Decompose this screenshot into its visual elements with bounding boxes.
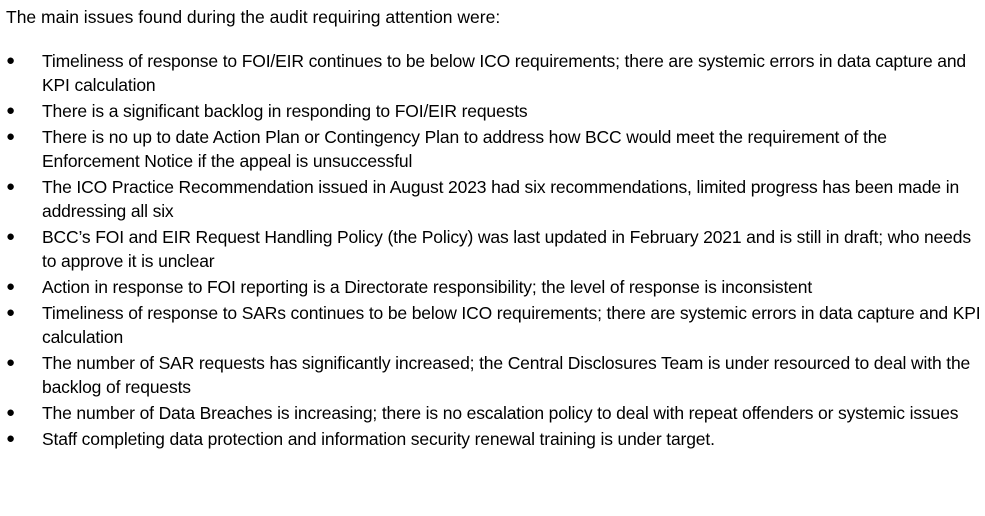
list-item: [6, 49, 985, 97]
intro-paragraph: The main issues found during the audit requiring attention were:: [6, 7, 501, 27]
issue-text: The number of Data Breaches is increasing; there is no escalation policy to deal with repeat offenders or systemic issues: [42, 403, 959, 423]
bullet-icon: ●: [6, 404, 15, 421]
bullet-icon: ●: [6, 430, 15, 447]
list-item: [6, 99, 985, 123]
list-item: [6, 125, 985, 173]
issue-text: Action in response to FOI reporting is a Directorate responsibility; the level of response is inconsistent: [42, 277, 813, 297]
list-item: [6, 401, 985, 425]
issue-text: There is a significant backlog in responding to FOI/EIR requests: [42, 101, 528, 121]
bullet-icon: ●: [6, 278, 15, 295]
bullet-icon: ●: [6, 102, 15, 119]
list-item: [6, 225, 985, 273]
issue-text: Staff completing data protection and information security renewal training is under target.: [42, 429, 715, 449]
list-item: [6, 301, 985, 349]
issues-list: [6, 49, 985, 451]
bullet-icon: ●: [6, 354, 15, 371]
issue-text: There is no up to date Action Plan or Contingency Plan to address how BCC would meet the requirement of the Enforcement Notice if the appeal is unsuccessful: [42, 127, 887, 171]
issue-text: BCC’s FOI and EIR Request Handling Policy (the Policy) was last updated in February 2021 and is still in draft; who needs to approve it is unclear: [42, 227, 971, 271]
list-item: [6, 351, 985, 399]
issue-text: Timeliness of response to SARs continues to be below ICO requirements; there are systemic errors in data capture and KPI calculation: [42, 303, 981, 347]
list-item: [6, 175, 985, 223]
list-item: [6, 275, 985, 299]
bullet-icon: ●: [6, 228, 15, 245]
list-item: [6, 427, 985, 451]
bullet-icon: ●: [6, 178, 15, 195]
bullet-icon: ●: [6, 52, 15, 69]
bullet-icon: ●: [6, 128, 15, 145]
issue-text: The ICO Practice Recommendation issued in August 2023 had six recommendations, limited progress has been made in addressing all six: [42, 177, 960, 221]
issue-text: The number of SAR requests has significantly increased; the Central Disclosures Team is under resourced to deal with the backlog of requests: [42, 353, 971, 397]
bullet-icon: ●: [6, 304, 15, 321]
issue-text: Timeliness of response to FOI/EIR continues to be below ICO requirements; there are systemic errors in data capture and KPI calculation: [42, 51, 967, 95]
